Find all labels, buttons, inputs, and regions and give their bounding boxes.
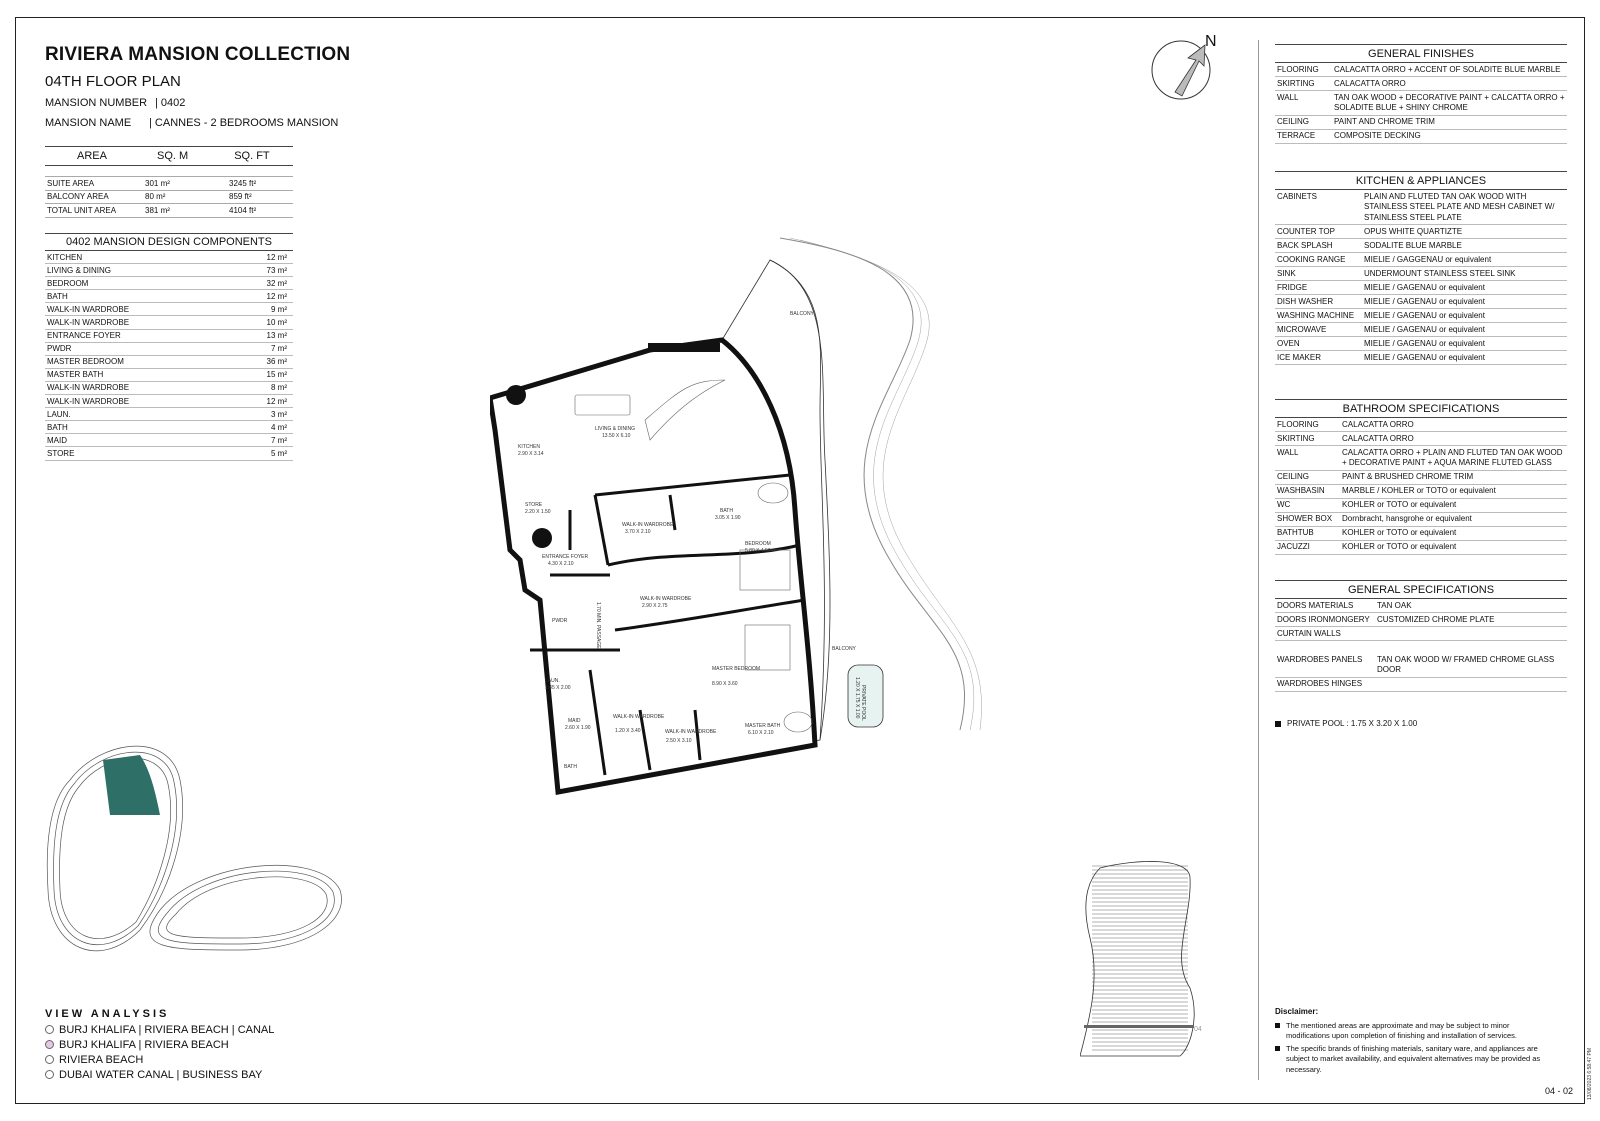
general_finishes-row xyxy=(1275,63,1567,77)
label-kitchen-dim: 2.90 X 3.14 xyxy=(518,451,544,457)
spec-key: CABINETS xyxy=(1277,191,1318,201)
spec-key: JACUZZI xyxy=(1277,542,1310,551)
spec-value: CALACATTA ORRO xyxy=(1342,419,1414,429)
label-balcony-top: BALCONY xyxy=(790,311,814,317)
component-area: 13 m² xyxy=(266,331,287,341)
disclaimer-text: The mentioned areas are approximate and may be subject to minor modifications upon completion of finishing and installation of services. xyxy=(1286,1020,1517,1040)
spec-key: WASHBASIN xyxy=(1277,486,1325,495)
spec-value: COMPOSITE DECKING xyxy=(1334,131,1421,140)
floor-subtitle: 04TH FLOOR PLAN xyxy=(45,73,181,90)
spec-value: CALACATTA ORRO + PLAIN AND FLUTED TAN OAK WOOD + DECORATIVE PAINT + AQUA MARINE FLUTED GLASS xyxy=(1342,447,1563,467)
label-bedroom: BEDROOM xyxy=(745,541,771,547)
general_finishes-row xyxy=(1275,77,1567,91)
spec-key: FLOORING xyxy=(1277,419,1319,429)
spec-value: KOHLER or TOTO or equivalent xyxy=(1342,500,1457,509)
page-title: RIVIERA MANSION COLLECTION xyxy=(45,44,351,65)
area-table-header xyxy=(45,146,293,166)
spec-value: MIELIE / GAGGENAU or equivalent xyxy=(1364,254,1492,264)
area-row-name: BALCONY AREA xyxy=(47,192,109,202)
component-area: 15 m² xyxy=(266,370,287,380)
label-bedroom-dim: 5.80 X 4.50 xyxy=(745,548,771,554)
label-bath-dim: 3.05 X 1.90 xyxy=(715,515,741,521)
spec-value: TAN OAK WOOD W/ FRAMED CHROME GLASS DOOR xyxy=(1377,654,1555,674)
north-compass xyxy=(1150,30,1220,105)
spec-value: MIELIE / GAGENAU or equivalent xyxy=(1364,324,1485,334)
general-finishes-title: GENERAL FINISHES xyxy=(1275,44,1567,63)
component-name: ENTRANCE FOYER xyxy=(47,331,121,341)
spec-key: SKIRTING xyxy=(1277,78,1315,88)
spec-key: CEILING xyxy=(1277,472,1310,481)
spec-value: MIELIE / GAGENAU or equivalent xyxy=(1364,296,1485,306)
component-area: 32 m² xyxy=(266,278,287,288)
label-kitchen: KITCHEN xyxy=(518,444,540,450)
label-foyer: ENTRANCE FOYER xyxy=(542,554,589,560)
spec-value: Dornbracht, hansgrohe or equivalent xyxy=(1342,514,1472,523)
pool-note xyxy=(1275,719,1417,728)
component-name: PWDR xyxy=(47,344,72,354)
sqm-header: SQ. M xyxy=(157,150,189,162)
label-wir2-dim: 2.90 X 2.75 xyxy=(642,603,668,609)
component-row xyxy=(45,343,293,356)
spec-value: UNDERMOUNT STAINLESS STEEL SINK xyxy=(1364,268,1516,278)
area-row xyxy=(45,204,293,218)
kitchen-row xyxy=(1275,337,1567,351)
general_specs-row xyxy=(1275,613,1567,627)
spec-value: PLAIN AND FLUTED TAN OAK WOOD WITH STAINLESS STEEL PLATE AND MESH CABINET W/ STAINLESS STEEL PLATE xyxy=(1364,191,1555,222)
bathroom-row xyxy=(1275,446,1567,471)
bathroom-row xyxy=(1275,513,1567,527)
component-row xyxy=(45,434,293,447)
area-row-sqm: 80 m² xyxy=(145,192,166,202)
kitchen-row xyxy=(1275,267,1567,281)
spec-key: WC xyxy=(1277,500,1291,509)
spec-key: WALL xyxy=(1277,447,1299,457)
print-timestamp: 13/08/2023 6:58:47 PM xyxy=(1587,1048,1593,1100)
spec-value: PAINT & BRUSHED CHROME TRIM xyxy=(1342,472,1474,481)
building-elevation xyxy=(1080,858,1220,1058)
view-option-label: DUBAI WATER CANAL | BUSINESS BAY xyxy=(59,1068,263,1081)
component-name: MAID xyxy=(47,435,67,445)
disclaimer-title: Disclaimer: xyxy=(1275,1007,1319,1016)
component-name: KITCHEN xyxy=(47,252,83,262)
unit-highlight xyxy=(103,755,160,815)
component-name: BATH xyxy=(47,291,68,301)
spec-key: CURTAIN WALLS xyxy=(1277,628,1341,638)
label-foyer-dim: 4.30 X 2.10 xyxy=(548,561,574,567)
component-area: 12 m² xyxy=(266,291,287,301)
general_specs-row xyxy=(1275,627,1567,641)
spec-value: CUSTOMIZED CHROME PLATE xyxy=(1377,614,1495,624)
component-row xyxy=(45,447,293,460)
spec-value: CALACATTA ORRO xyxy=(1342,433,1414,443)
mansion-number-label: MANSION NUMBER xyxy=(45,97,148,109)
spec-value: SODALITE BLUE MARBLE xyxy=(1364,240,1462,250)
spec-value: KOHLER or TOTO or equivalent xyxy=(1342,528,1457,537)
spec-key: SHOWER BOX xyxy=(1277,514,1333,523)
view-option-label: BURJ KHALIFA | RIVIERA BEACH xyxy=(59,1038,229,1051)
sqft-header: SQ. FT xyxy=(234,150,270,162)
label-bath: BATH xyxy=(720,508,733,514)
view-option-label: BURJ KHALIFA | RIVIERA BEACH | CANAL xyxy=(59,1023,275,1036)
view-option-marker xyxy=(45,1025,54,1034)
general-specs-title: GENERAL SPECIFICATIONS xyxy=(1275,580,1567,599)
label-pool: PRIVATE POOL xyxy=(860,685,866,721)
label-laun: LAUN. xyxy=(545,678,560,684)
area-row-name: TOTAL UNIT AREA xyxy=(47,205,117,215)
spec-key: DOORS IRONMONGERY xyxy=(1277,614,1370,624)
bathroom-row xyxy=(1275,527,1567,541)
general-finishes-table xyxy=(1275,44,1567,144)
bullet-square xyxy=(1275,721,1281,727)
components-title: 0402 MANSION DESIGN COMPONENTS xyxy=(45,233,293,251)
label-wir4: WALK-IN WARDROBE xyxy=(665,729,717,735)
kitchen-appliances-table xyxy=(1275,171,1567,365)
kitchen-row xyxy=(1275,295,1567,309)
spec-value: OPUS WHITE QUARTIZTE xyxy=(1364,226,1463,236)
label-pwdr: PWDR xyxy=(552,618,568,624)
general_specs-row xyxy=(1275,678,1567,692)
component-area: 73 m² xyxy=(266,265,287,275)
view-option xyxy=(45,1052,274,1067)
kitchen-row xyxy=(1275,281,1567,295)
component-row xyxy=(45,421,293,434)
component-name: BATH xyxy=(47,422,68,432)
component-name: MASTER BATH xyxy=(47,370,104,380)
bullet-square xyxy=(1275,1046,1280,1051)
component-row xyxy=(45,330,293,343)
view-analysis-title: VIEW ANALYSIS xyxy=(45,1008,170,1020)
site-key-map xyxy=(40,740,345,970)
bathroom-row xyxy=(1275,418,1567,432)
spec-key: WASHING MACHINE xyxy=(1277,310,1355,320)
kitchen-title: KITCHEN & APPLIANCES xyxy=(1275,171,1567,190)
spec-value: MIELIE / GAGENAU or equivalent xyxy=(1364,282,1485,292)
view-option-marker xyxy=(45,1040,54,1049)
floor-indicator: 04 xyxy=(1194,1026,1202,1033)
disclaimer xyxy=(1275,1007,1555,1077)
label-living: LIVING & DINING xyxy=(595,426,636,432)
spec-value: TAN OAK xyxy=(1377,600,1412,610)
kitchen-row xyxy=(1275,351,1567,365)
label-wir4-dim: 2.50 X 3.10 xyxy=(666,738,692,744)
spec-value: KOHLER or TOTO or equivalent xyxy=(1342,542,1457,551)
spec-value: TAN OAK WOOD + DECORATIVE PAINT + CALCATTA ORRO + SOLADITE BLUE + SHINY CHROME xyxy=(1334,92,1565,112)
bathroom-title: BATHROOM SPECIFICATIONS xyxy=(1275,399,1567,418)
component-area: 7 m² xyxy=(271,344,287,354)
kitchen-row xyxy=(1275,225,1567,239)
spec-key: CEILING xyxy=(1277,117,1310,126)
bathroom-row xyxy=(1275,485,1567,499)
spec-key: WARDROBES HINGES xyxy=(1277,679,1363,688)
spec-key: DISH WASHER xyxy=(1277,296,1334,306)
component-row xyxy=(45,251,293,264)
component-name: WALK-IN WARDROBE xyxy=(47,396,130,406)
spec-key: FLOORING xyxy=(1277,64,1319,74)
spec-value xyxy=(1377,679,1567,690)
spec-key: ICE MAKER xyxy=(1277,352,1322,362)
mansion-name-value: | CANNES - 2 BEDROOMS MANSION xyxy=(149,117,339,129)
view-option xyxy=(45,1067,274,1082)
component-area: 12 m² xyxy=(266,396,287,406)
disclaimer-item xyxy=(1275,1021,1555,1042)
component-name: BEDROOM xyxy=(47,278,89,288)
label-master-bath: MASTER BATH xyxy=(745,723,781,729)
label-passage: 1.70 MIN. PASSAGE xyxy=(595,602,601,649)
area-header: AREA xyxy=(77,150,107,162)
view-analysis xyxy=(45,1008,274,1082)
label-master-bath-dim: 6.10 X 2.10 xyxy=(748,730,774,736)
spec-key: WARDROBES PANELS xyxy=(1277,654,1363,664)
mansion-number xyxy=(45,97,185,109)
spec-key: BACK SPLASH xyxy=(1277,240,1333,250)
view-option-label: RIVIERA BEACH xyxy=(59,1053,144,1066)
label-master-dim: 8.90 X 3.60 xyxy=(712,681,738,687)
general-specs-table xyxy=(1275,580,1567,692)
spec-value: MIELIE / GAGENAU or equivalent xyxy=(1364,310,1485,320)
spec-key: SINK xyxy=(1277,268,1296,278)
label-wir1-dim: 3.70 X 2.10 xyxy=(625,529,651,535)
label-maid-dim: 2.60 X 1.90 xyxy=(565,725,591,731)
area-table xyxy=(45,146,293,218)
spec-key: BATHTUB xyxy=(1277,528,1314,537)
spec-key: SKIRTING xyxy=(1277,433,1315,443)
spec-value: MIELIE / GAGENAU or equivalent xyxy=(1364,352,1485,362)
spec-key: COUNTER TOP xyxy=(1277,226,1335,236)
bathroom-row xyxy=(1275,541,1567,555)
component-name: STORE xyxy=(47,448,75,458)
component-area: 36 m² xyxy=(266,357,287,367)
view-option-marker xyxy=(45,1055,54,1064)
component-area: 12 m² xyxy=(266,252,287,262)
disclaimer-text: The specific brands of finishing materials, sanitary ware, and appliances are subject to market availability, and equivalent alternatives may be provided as necessary. xyxy=(1286,1043,1541,1074)
components-table xyxy=(45,233,293,461)
bathroom-row xyxy=(1275,471,1567,485)
view-option-marker xyxy=(45,1070,54,1079)
bathroom-row xyxy=(1275,499,1567,513)
spec-key: COOKING RANGE xyxy=(1277,254,1346,264)
component-row xyxy=(45,369,293,382)
bullet-square xyxy=(1275,1023,1280,1028)
area-row-sqft: 3245 ft² xyxy=(229,178,257,188)
mansion-number-value: | 0402 xyxy=(155,97,186,109)
kitchen-row xyxy=(1275,323,1567,337)
spec-value: CALACATTA ORRO xyxy=(1334,78,1406,88)
kitchen-row xyxy=(1275,190,1567,225)
component-name: LIVING & DINING xyxy=(47,265,112,275)
pool-note-text: PRIVATE POOL : 1.75 X 3.20 X 1.00 xyxy=(1287,719,1418,728)
component-row xyxy=(45,356,293,369)
area-row-name: SUITE AREA xyxy=(47,178,95,188)
mansion-name-label: MANSION NAME xyxy=(45,117,132,129)
component-row xyxy=(45,264,293,277)
label-wir3-dim: 1.20 X 3.40 xyxy=(615,728,641,734)
component-name: MASTER BEDROOM xyxy=(47,357,124,367)
page-number: 04 - 02 xyxy=(1545,1086,1574,1096)
compass-north-label: N xyxy=(1205,33,1217,50)
component-row xyxy=(45,316,293,329)
component-area: 4 m² xyxy=(271,422,287,432)
component-row xyxy=(45,277,293,290)
label-living-dim: 13.50 X 6.10 xyxy=(602,433,631,439)
area-row-sqm: 301 m² xyxy=(145,178,170,188)
mansion-name xyxy=(45,117,338,129)
area-row-sqft: 859 ft² xyxy=(229,192,252,202)
component-row xyxy=(45,303,293,316)
area-row xyxy=(45,177,293,191)
component-area: 5 m² xyxy=(271,448,287,458)
component-area: 8 m² xyxy=(271,383,287,393)
component-name: WALK-IN WARDROBE xyxy=(47,304,130,314)
component-area: 10 m² xyxy=(266,318,287,328)
component-row xyxy=(45,290,293,303)
spec-key: DOORS MATERIALS xyxy=(1277,600,1354,610)
spec-key: MICROWAVE xyxy=(1277,324,1327,334)
label-store: STORE xyxy=(525,502,543,508)
label-wir2: WALK-IN WARDROBE xyxy=(640,596,692,602)
area-row-sqm: 381 m² xyxy=(145,205,170,215)
spec-key: WALL xyxy=(1277,92,1299,102)
floor-plan xyxy=(490,230,990,810)
kitchen-row xyxy=(1275,239,1567,253)
view-option xyxy=(45,1037,274,1052)
label-maid: MAID xyxy=(568,718,581,724)
component-area: 7 m² xyxy=(271,435,287,445)
component-name: WALK-IN WARDROBE xyxy=(47,383,130,393)
component-name: LAUN. xyxy=(47,409,71,419)
bathroom-specs-table xyxy=(1275,399,1567,555)
spec-value: CALACATTA ORRO + ACCENT OF SOLADITE BLUE MARBLE xyxy=(1334,64,1561,74)
view-option xyxy=(45,1022,274,1037)
label-balcony-side: BALCONY xyxy=(832,646,856,652)
component-row xyxy=(45,408,293,421)
component-row xyxy=(45,395,293,408)
spec-key: TERRACE xyxy=(1277,131,1316,140)
component-name: WALK-IN WARDROBE xyxy=(47,318,130,328)
general_finishes-row xyxy=(1275,91,1567,116)
label-bath2: BATH xyxy=(564,764,577,770)
label-master: MASTER BEDROOM xyxy=(712,666,761,672)
label-wir3: WALK-IN WARDROBE xyxy=(613,714,665,720)
spec-value: PAINT AND CHROME TRIM xyxy=(1334,117,1435,126)
panel-divider xyxy=(1258,40,1259,1080)
area-row-sqft: 4104 ft² xyxy=(229,205,257,215)
disclaimer-item xyxy=(1275,1044,1555,1076)
general_finishes-row xyxy=(1275,130,1567,144)
label-wir1: WALK-IN WARDROBE xyxy=(622,522,674,528)
label-pool-dim: 1.20 X 1.75 X 1.00 xyxy=(854,677,860,719)
kitchen-row xyxy=(1275,253,1567,267)
spec-value: MIELIE / GAGENAU or equivalent xyxy=(1364,338,1485,348)
component-area: 3 m² xyxy=(271,409,287,419)
component-row xyxy=(45,382,293,395)
component-area: 9 m² xyxy=(271,304,287,314)
bathroom-row xyxy=(1275,432,1567,446)
general_specs-row xyxy=(1275,599,1567,613)
spec-value: MARBLE / KOHLER or TOTO or equivalent xyxy=(1342,486,1496,495)
general_finishes-row xyxy=(1275,116,1567,130)
spec-value xyxy=(1377,629,1567,640)
area-row xyxy=(45,191,293,205)
label-store-dim: 2.20 X 1.50 xyxy=(525,509,551,515)
spec-key: OVEN xyxy=(1277,338,1300,348)
general_specs-row xyxy=(1275,653,1567,678)
spec-key: FRIDGE xyxy=(1277,282,1308,292)
label-laun-dim: 1.45 X 2.00 xyxy=(545,685,571,691)
kitchen-row xyxy=(1275,309,1567,323)
